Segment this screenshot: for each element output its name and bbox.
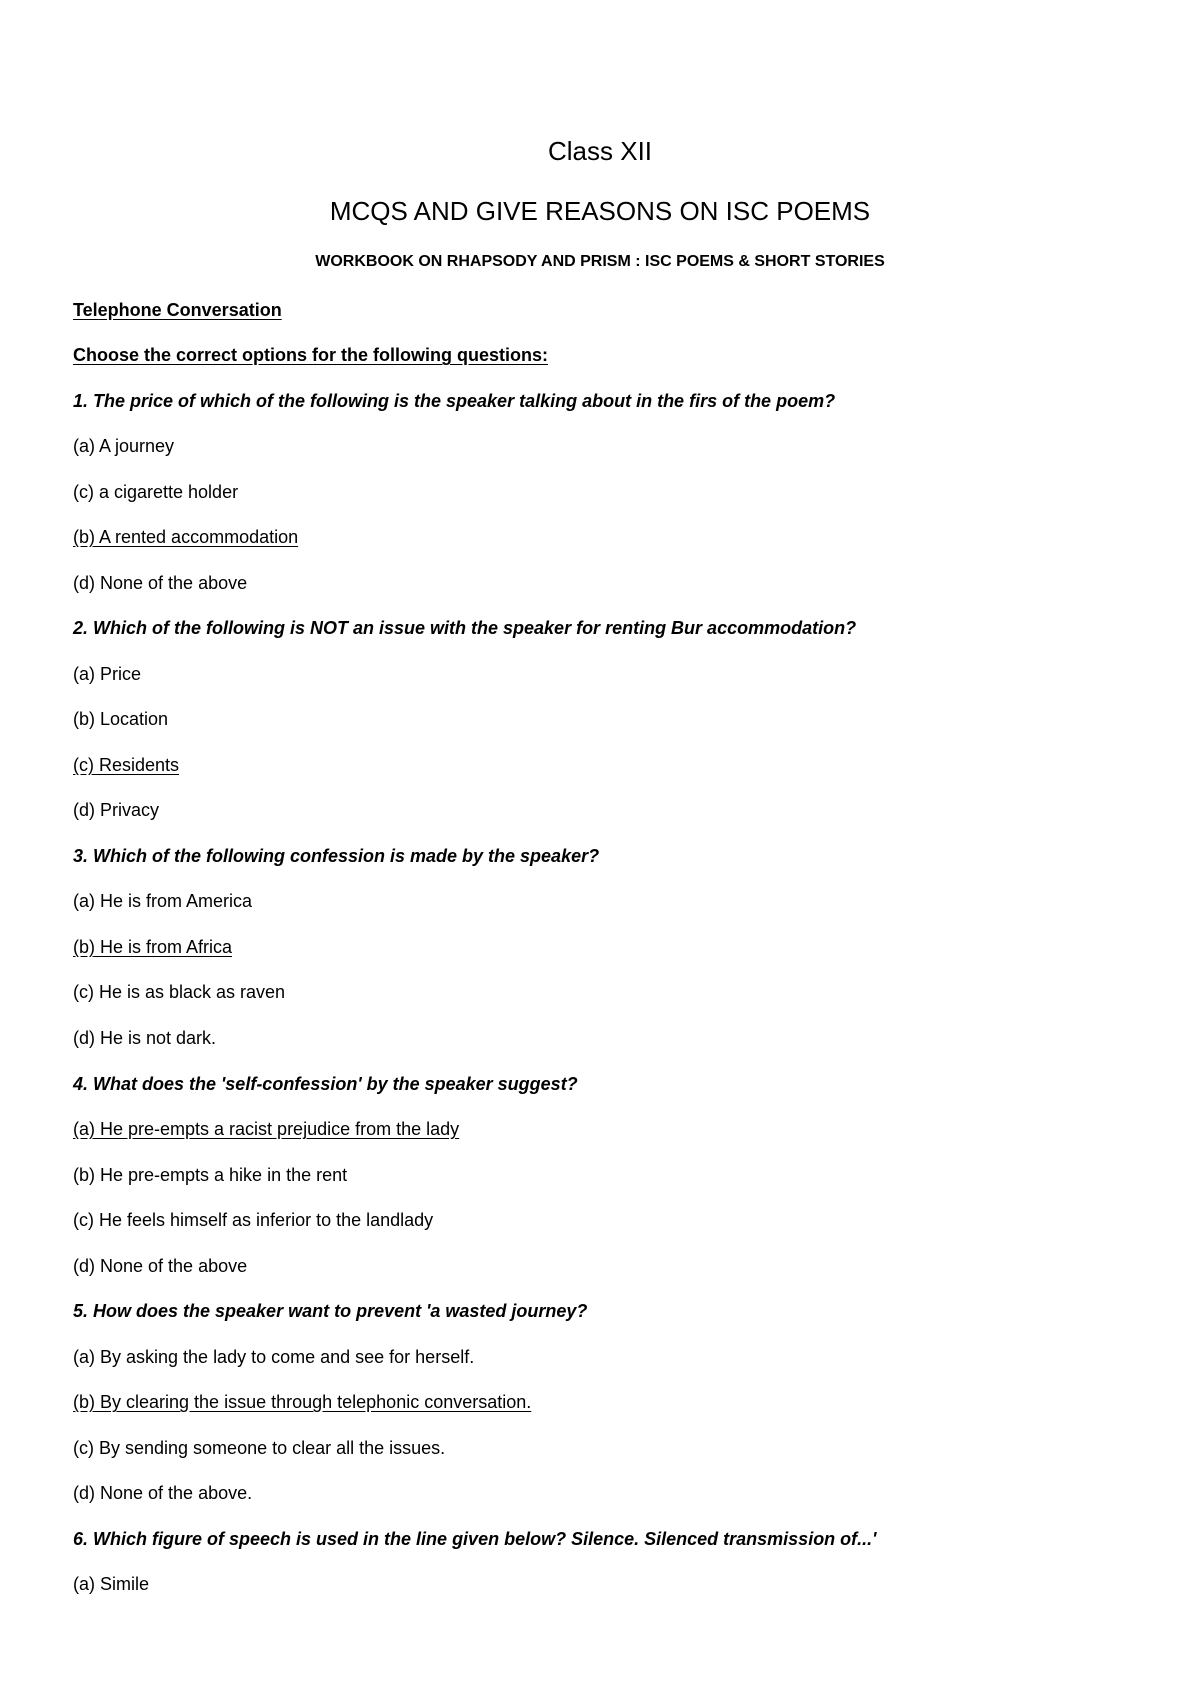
main-title: MCQS AND GIVE REASONS ON ISC POEMS xyxy=(329,196,871,226)
question-text: 2. Which of the following is NOT an issue with the speaker for renting Bur accommodation? xyxy=(73,618,857,638)
question-text: 3. Which of the following confession is made by the speaker? xyxy=(73,846,600,866)
option-correct: (b) By clearing the issue through telephonic conversation. xyxy=(73,1392,532,1412)
option: (c) He is as black as raven xyxy=(73,982,286,1002)
option: (a) Price xyxy=(73,664,142,684)
option: (d) None of the above xyxy=(73,1256,248,1276)
option: (b) Location xyxy=(73,709,169,729)
option: (b) He pre-empts a hike in the rent xyxy=(73,1165,348,1185)
workbook-title: WORKBOOK ON RHAPSODY AND PRISM : ISC POEMS & SHORT STORIES xyxy=(315,253,885,270)
option-correct: (a) He pre-empts a racist prejudice from the lady xyxy=(73,1119,460,1139)
option: (d) Privacy xyxy=(73,800,160,820)
option: (d) None of the above xyxy=(73,573,248,593)
option: (d) None of the above. xyxy=(73,1483,253,1503)
section-instruction: Choose the correct options for the following questions: xyxy=(73,345,549,365)
question-text: 4. What does the 'self-confession' by the speaker suggest? xyxy=(73,1074,578,1094)
section-heading: Telephone Conversation xyxy=(73,300,282,320)
option-correct: (b) A rented accommodation xyxy=(73,527,299,547)
option-correct: (c) Residents xyxy=(73,755,180,775)
option: (a) A journey xyxy=(73,436,175,456)
option: (d) He is not dark. xyxy=(73,1028,217,1048)
option: (c) He feels himself as inferior to the landlady xyxy=(73,1210,434,1230)
question-text: 1. The price of which of the following is the speaker talking about in the firs of the poem? xyxy=(73,391,836,411)
class-title: Class XII xyxy=(547,136,653,166)
option: (c) a cigarette holder xyxy=(73,482,239,502)
question-text: 5. How does the speaker want to prevent 'a wasted journey? xyxy=(73,1301,588,1321)
option-correct: (b) He is from Africa xyxy=(73,937,233,957)
option: (a) Simile xyxy=(73,1574,150,1594)
option: (a) By asking the lady to come and see for herself. xyxy=(73,1347,475,1367)
option: (a) He is from America xyxy=(73,891,253,911)
question-text: 6. Which figure of speech is used in the line given below? Silence. Silenced transmission of...' xyxy=(73,1529,877,1549)
option: (c) By sending someone to clear all the issues. xyxy=(73,1438,446,1458)
